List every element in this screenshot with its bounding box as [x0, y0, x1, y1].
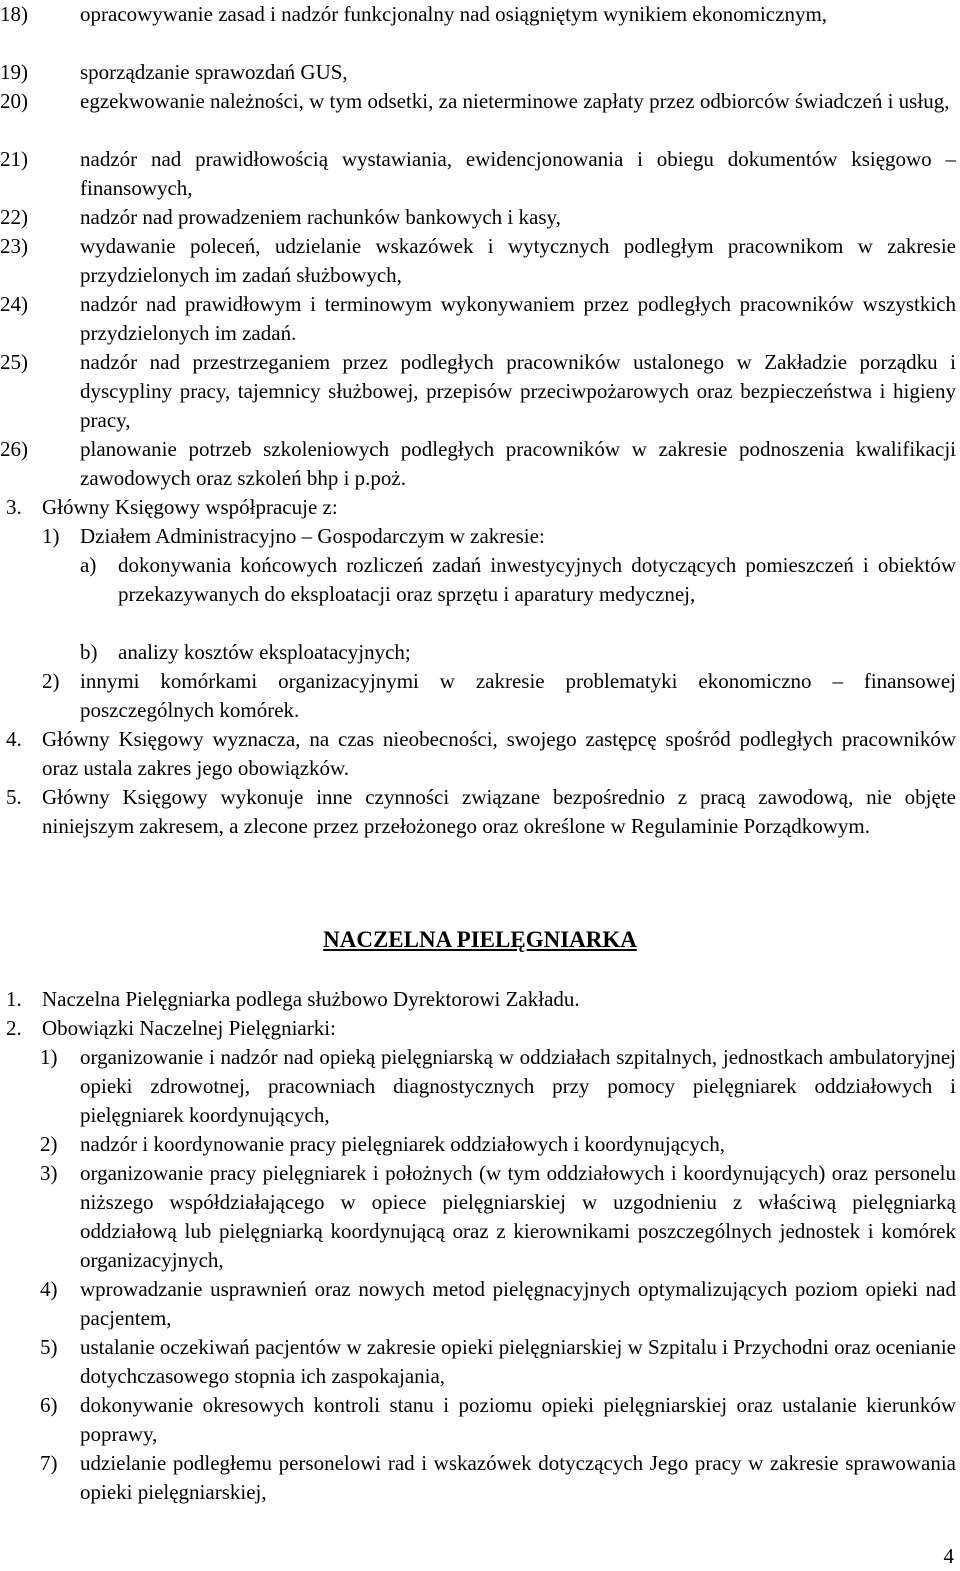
item-text: Główny Księgowy wyznacza, na czas nieobecności, swojego zastępcę spośród podległych pracowników oraz ustala zakres jego obowiązków.	[42, 727, 956, 780]
list-item	[0, 985, 956, 1014]
item-number: 4.	[6, 727, 22, 751]
list-item	[0, 232, 956, 290]
list-item	[0, 1130, 956, 1159]
item-text: nadzór nad prawidłowością wystawiania, ewidencjonowania i obiegu dokumentów księgowo – finansowych,	[80, 147, 956, 200]
item-number: 2)	[42, 669, 60, 693]
item-text: opracowywanie zasad i nadzór funkcjonalny nad osiągniętym wynikiem ekonomicznym,	[80, 2, 828, 26]
list-item	[0, 348, 956, 435]
list-item	[0, 1043, 956, 1130]
item-text: ustalanie oczekiwań pacjentów w zakresie opieki pielęgniarskiej w Szpitalu i Przychodni oraz ocenianie dotychczasowego stopnia ich zaspokajania,	[80, 1335, 956, 1388]
item-text: Główny Księgowy współpracuje z:	[42, 495, 338, 519]
list-item	[0, 87, 956, 116]
list-item	[0, 638, 956, 667]
page-number: 4	[943, 1544, 954, 1568]
item-text: nadzór nad prawidłowym i terminowym wykonywaniem przez podległych pracowników wszystkich przydzielonych im zadań.	[80, 292, 956, 345]
item-text: udzielanie podległemu personelowi rad i wskazówek dotyczących Jego pracy w zakresie sprawowania opieki pielęgniarskiej,	[80, 1451, 956, 1504]
item-number: 2)	[40, 1132, 58, 1156]
item-number: 1)	[40, 1045, 58, 1069]
list-item	[0, 1333, 956, 1391]
item-text: Obowiązki Naczelnej Pielęgniarki:	[42, 1016, 336, 1040]
item-number: 21)	[0, 147, 28, 171]
item-text: wprowadzanie usprawnień oraz nowych metod pielęgnacyjnych optymalizujących poziom opieki nad pacjentem,	[80, 1277, 956, 1330]
item-text: sporządzanie sprawozdań GUS,	[80, 60, 348, 84]
list-item	[0, 1275, 956, 1333]
list-item	[0, 522, 956, 551]
item-number: 26)	[0, 437, 28, 461]
item-text: nadzór nad przestrzeganiem przez podległych pracowników ustalonego w Zakładzie porządku i dyscypliny pracy, tajemnicy służbowej, przepisów przeciwpożarowych oraz bezpieczeństwa i higieny pracy,	[80, 350, 956, 432]
list-item	[0, 493, 956, 522]
item-number: 1.	[6, 987, 22, 1011]
list-item	[0, 58, 956, 87]
item-number: 22)	[0, 205, 28, 229]
list-item	[0, 0, 956, 29]
item-number: a)	[80, 553, 97, 577]
item-text: Główny Księgowy wykonuje inne czynności związane bezpośrednio z pracą zawodową, nie objęte niniejszym zakresem, a zlecone przez przełożonego oraz określone w Regulaminie Porządkowym.	[42, 785, 956, 838]
item-number: 3.	[6, 495, 22, 519]
item-number: 4)	[40, 1277, 58, 1301]
item-number: 7)	[40, 1451, 58, 1475]
item-text: Naczelna Pielęgniarka podlega służbowo Dyrektorowi Zakładu.	[42, 987, 580, 1011]
item-number: b)	[80, 640, 98, 664]
item-number: 20)	[0, 89, 28, 113]
list-item	[0, 1014, 956, 1043]
item-text: nadzór nad prowadzeniem rachunków bankowych i kasy,	[80, 205, 561, 229]
item-number: 25)	[0, 350, 28, 374]
item-number: 1)	[42, 524, 60, 548]
item-text: planowanie potrzeb szkoleniowych podległych pracowników w zakresie podnoszenia kwalifikacji zawodowych oraz szkoleń bhp i p.poż.	[80, 437, 956, 490]
item-number: 19)	[0, 60, 28, 84]
item-text: nadzór i koordynowanie pracy pielęgniarek oddziałowych i koordynujących,	[80, 1132, 725, 1156]
item-text: egzekwowanie należności, w tym odsetki, za nieterminowe zapłaty przez odbiorców świadczeń i usług,	[80, 89, 950, 113]
item-text: organizowanie pracy pielęgniarek i położnych (w tym oddziałowych i koordynujących) oraz personelu niższego współdziałającego w opiece pielęgniarskiej w uzgodnieniu z właściwą pielęgniarką oddziałową lub pielęgniarką koordynującą oraz z kierownikami poszczególnych jednostek i komórek organizacyjnych,	[80, 1161, 956, 1272]
list-item	[0, 290, 956, 348]
list-item	[0, 725, 956, 783]
list-item	[0, 551, 956, 609]
list-item	[0, 667, 956, 725]
item-number: 3)	[40, 1161, 58, 1185]
item-number: 6)	[40, 1393, 58, 1417]
item-number: 2.	[6, 1016, 22, 1040]
list-item	[0, 1449, 956, 1507]
item-number: 18)	[0, 2, 28, 26]
item-number: 5.	[6, 785, 22, 809]
item-text: dokonywania końcowych rozliczeń zadań inwestycyjnych dotyczących pomieszczeń i obiektów przekazywanych do eksploatacji oraz sprzętu i aparatury medycznej,	[118, 553, 956, 606]
item-text: analizy kosztów eksploatacyjnych;	[118, 640, 411, 664]
item-text: organizowanie i nadzór nad opieką pielęgniarską w oddziałach szpitalnych, jednostkach ambulatoryjnej opieki zdrowotnej, pracowniach diagnostycznych przy pomocy pielęgniarek oddziałowych i pielęgniarek koordynujących,	[80, 1045, 956, 1127]
item-text: innymi komórkami organizacyjnymi w zakresie problematyki ekonomiczno – finansowej poszczególnych komórek.	[80, 669, 956, 722]
item-text: dokonywanie okresowych kontroli stanu i poziomu opieki pielęgniarskiej oraz ustalanie kierunków poprawy,	[80, 1393, 956, 1446]
item-text: wydawanie poleceń, udzielanie wskazówek i wytycznych podległym pracownikom w zakresie przydzielonych im zadań służbowych,	[80, 234, 956, 287]
item-number: 23)	[0, 234, 28, 258]
list-item	[0, 783, 956, 841]
list-item	[0, 1159, 956, 1275]
item-number: 24)	[0, 292, 28, 316]
item-text: Działem Administracyjno – Gospodarczym w zakresie:	[80, 524, 545, 548]
list-item	[0, 203, 956, 232]
list-item	[0, 145, 956, 203]
list-item	[0, 1391, 956, 1449]
section-heading: NACZELNA PIELĘGNIARKA	[323, 927, 637, 952]
list-item	[0, 435, 956, 493]
item-number: 5)	[40, 1335, 58, 1359]
